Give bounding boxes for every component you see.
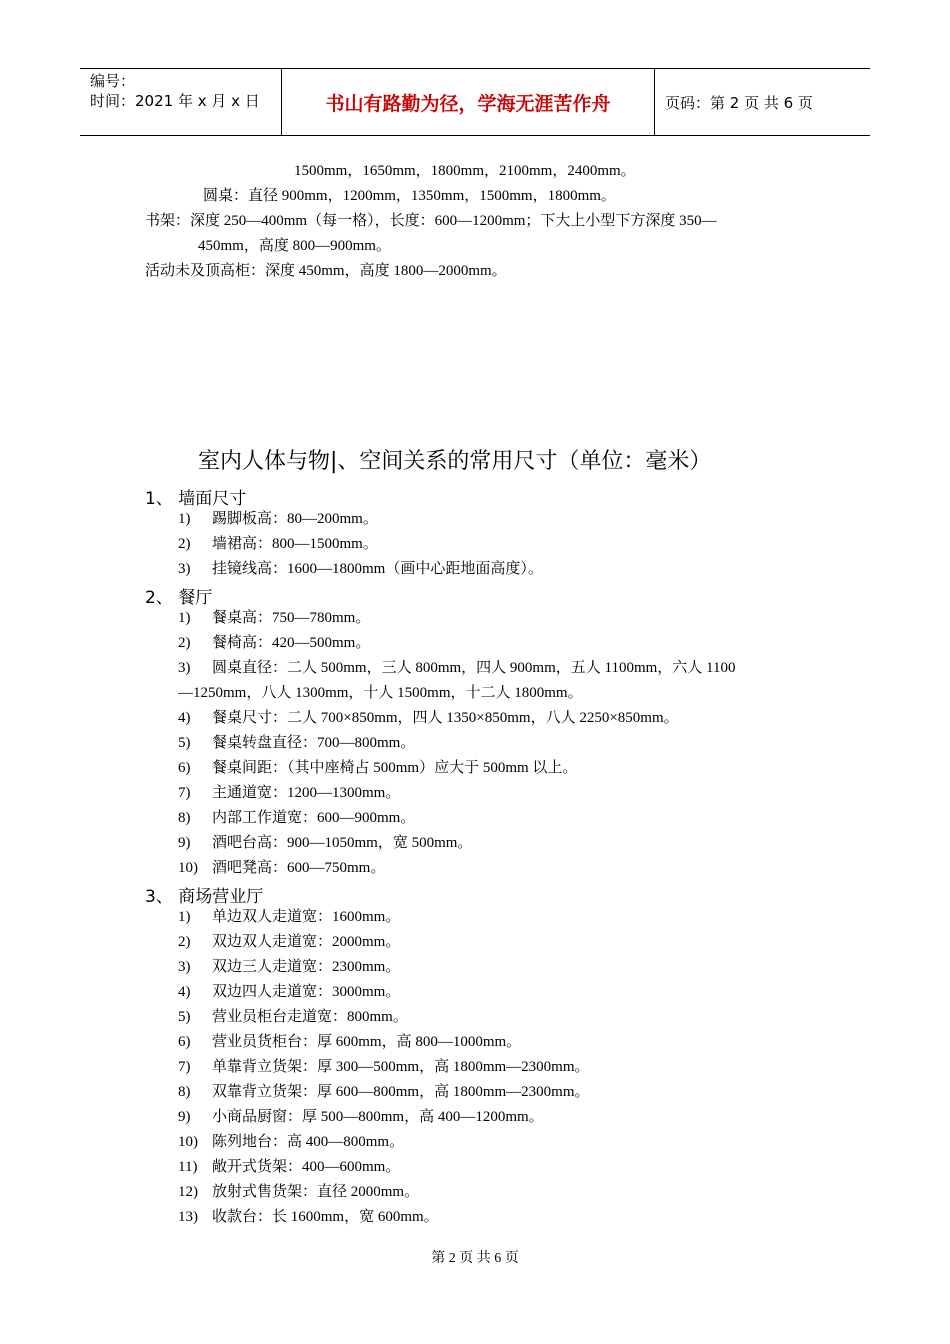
item-number: 8): [178, 810, 191, 826]
item-number: 3): [178, 660, 191, 676]
list-item: [178, 808, 415, 828]
item-text: 小商品厨窗：厚 500—800mm，高 400—1200mm。: [212, 1109, 544, 1125]
item-text: 单靠背立货架：厚 300—500mm，高 1800mm—2300mm。: [212, 1059, 590, 1075]
item-text: 餐桌尺寸：二人 700×850mm，四人 1350×850mm，八人 2250×850mm。: [212, 710, 679, 726]
item-text: 单边双人走道宽：1600mm。: [212, 909, 401, 925]
list-item: [178, 833, 472, 853]
list-item: [178, 608, 370, 628]
intro-line-5: 活动未及顶高柜：深度 450mm，高度 1800—2000mm。: [145, 263, 507, 279]
list-item: [178, 633, 370, 653]
item-text: 双边双人走道宽：2000mm。: [212, 934, 401, 950]
item-text: 双靠背立货架：厚 600—800mm，高 1800mm—2300mm。: [212, 1084, 590, 1100]
page-header: [80, 68, 870, 136]
list-item-continuation: [178, 683, 583, 703]
item-text: 放射式售货架：直径 2000mm。: [212, 1184, 420, 1200]
list-item: [178, 783, 400, 803]
list-item: [178, 509, 378, 529]
date-label: 时间：2021 年 x 月 x 日: [90, 92, 260, 110]
list-item: [178, 858, 385, 878]
item-number: 11): [178, 1159, 198, 1175]
list-item: [178, 957, 400, 977]
item-number: 8): [178, 1084, 191, 1100]
list-item: [178, 1057, 590, 1077]
item-number: 12): [178, 1184, 198, 1200]
item-number: 6): [178, 1034, 191, 1050]
list-item: [178, 658, 735, 678]
item-number: 6): [178, 760, 191, 776]
intro-line-2: 圆桌：直径 900mm，1200mm，1350mm，1500mm，1800mm。: [203, 188, 616, 204]
item-text: 双边三人走道宽：2300mm。: [212, 959, 401, 975]
list-item: [178, 982, 400, 1002]
item-number: 3): [178, 561, 191, 577]
item-text: 酒吧台高：900—1050mm，宽 500mm。: [212, 835, 473, 851]
item-text: 餐桌转盘直径：700—800mm。: [212, 735, 416, 751]
list-item: [178, 1007, 408, 1027]
list-item: [178, 559, 543, 579]
item-number: 4): [178, 984, 191, 1000]
item-number: 7): [178, 785, 191, 801]
list-item: [178, 534, 378, 554]
section-heading: 3、 商场营业厅: [145, 887, 264, 907]
item-text: 营业员货柜台：厚 600mm，高 800—1000mm。: [212, 1034, 522, 1050]
intro-line-4: 450mm，高度 800—900mm。: [198, 238, 391, 254]
header-page-info: 页码：第 2 页 共 6 页: [665, 93, 813, 112]
list-item: [178, 932, 400, 952]
header-motto: 书山有路勤为径，学海无涯苦作舟: [282, 69, 655, 135]
item-number: 1): [178, 909, 191, 925]
item-number: 1): [178, 610, 191, 626]
list-item: [178, 907, 400, 927]
item-number: 1): [178, 511, 191, 527]
list-item: [178, 733, 415, 753]
item-number: 2): [178, 536, 191, 552]
list-item: [178, 758, 577, 778]
list-item: [178, 1082, 590, 1102]
page-footer: 第 2 页 共 6 页: [431, 1251, 519, 1266]
item-text: 陈列地台：高 400—800mm。: [212, 1134, 405, 1150]
page-title: 室内人体与物|、空间关系的常用尺寸（单位：毫米）: [198, 449, 712, 474]
list-item: [178, 708, 679, 728]
item-text: 双边四人走道宽：3000mm。: [212, 984, 401, 1000]
intro-line-3: 书架：深度 250—400mm（每一格），长度：600—1200mm；下大上小型下方深度 350—: [145, 213, 717, 229]
item-text: 墙裙高：800—1500mm。: [212, 536, 378, 552]
list-item: [178, 1182, 419, 1202]
item-number: 10): [178, 1134, 198, 1150]
item-number: 9): [178, 835, 191, 851]
item-text: 餐椅高：420—500mm。: [212, 635, 371, 651]
item-number: 13): [178, 1209, 198, 1225]
item-text: 敞开式货架：400—600mm。: [212, 1159, 401, 1175]
list-item: [178, 1032, 521, 1052]
item-text: 餐桌间距：（其中座椅占 500mm）应大于 500mm 以上。: [212, 760, 578, 776]
header-meta: [80, 69, 282, 135]
item-number: 10): [178, 860, 198, 876]
item-text: 酒吧凳高：600—750mm。: [212, 860, 386, 876]
item-text: 餐桌高：750—780mm。: [212, 610, 371, 626]
list-item: [178, 1132, 404, 1152]
item-text: 踢脚板高：80—200mm。: [212, 511, 378, 527]
item-number: 2): [178, 934, 191, 950]
item-number: 9): [178, 1109, 191, 1125]
item-number: 5): [178, 1009, 191, 1025]
intro-line-1: 1500mm，1650mm，1800mm，2100mm，2400mm。: [294, 163, 636, 179]
list-item: [178, 1107, 544, 1127]
item-number: 4): [178, 710, 191, 726]
item-text: 收款台：长 1600mm，宽 600mm。: [212, 1209, 439, 1225]
item-number: 3): [178, 959, 191, 975]
list-item: [178, 1207, 439, 1227]
item-text: 内部工作道宽：600—900mm。: [212, 810, 416, 826]
item-text: 挂镜线高：1600—1800mm（画中心距地面高度）。: [212, 561, 543, 577]
item-number: 5): [178, 735, 191, 751]
item-number: 2): [178, 635, 191, 651]
list-item: [178, 1157, 400, 1177]
section-heading: 1、 墙面尺寸: [145, 489, 247, 509]
number-label: 编号：: [90, 72, 136, 90]
item-text: 圆桌直径：二人 500mm，三人 800mm，四人 900mm，五人 1100mm，六人 1100: [212, 660, 736, 676]
item-text: —1250mm，八人 1300mm，十人 1500mm，十二人 1800mm。: [178, 685, 583, 701]
item-number: 7): [178, 1059, 191, 1075]
item-text: 营业员柜台走道宽：800mm。: [212, 1009, 408, 1025]
item-text: 主通道宽：1200—1300mm。: [212, 785, 401, 801]
section-heading: 2、 餐厅: [145, 588, 213, 608]
